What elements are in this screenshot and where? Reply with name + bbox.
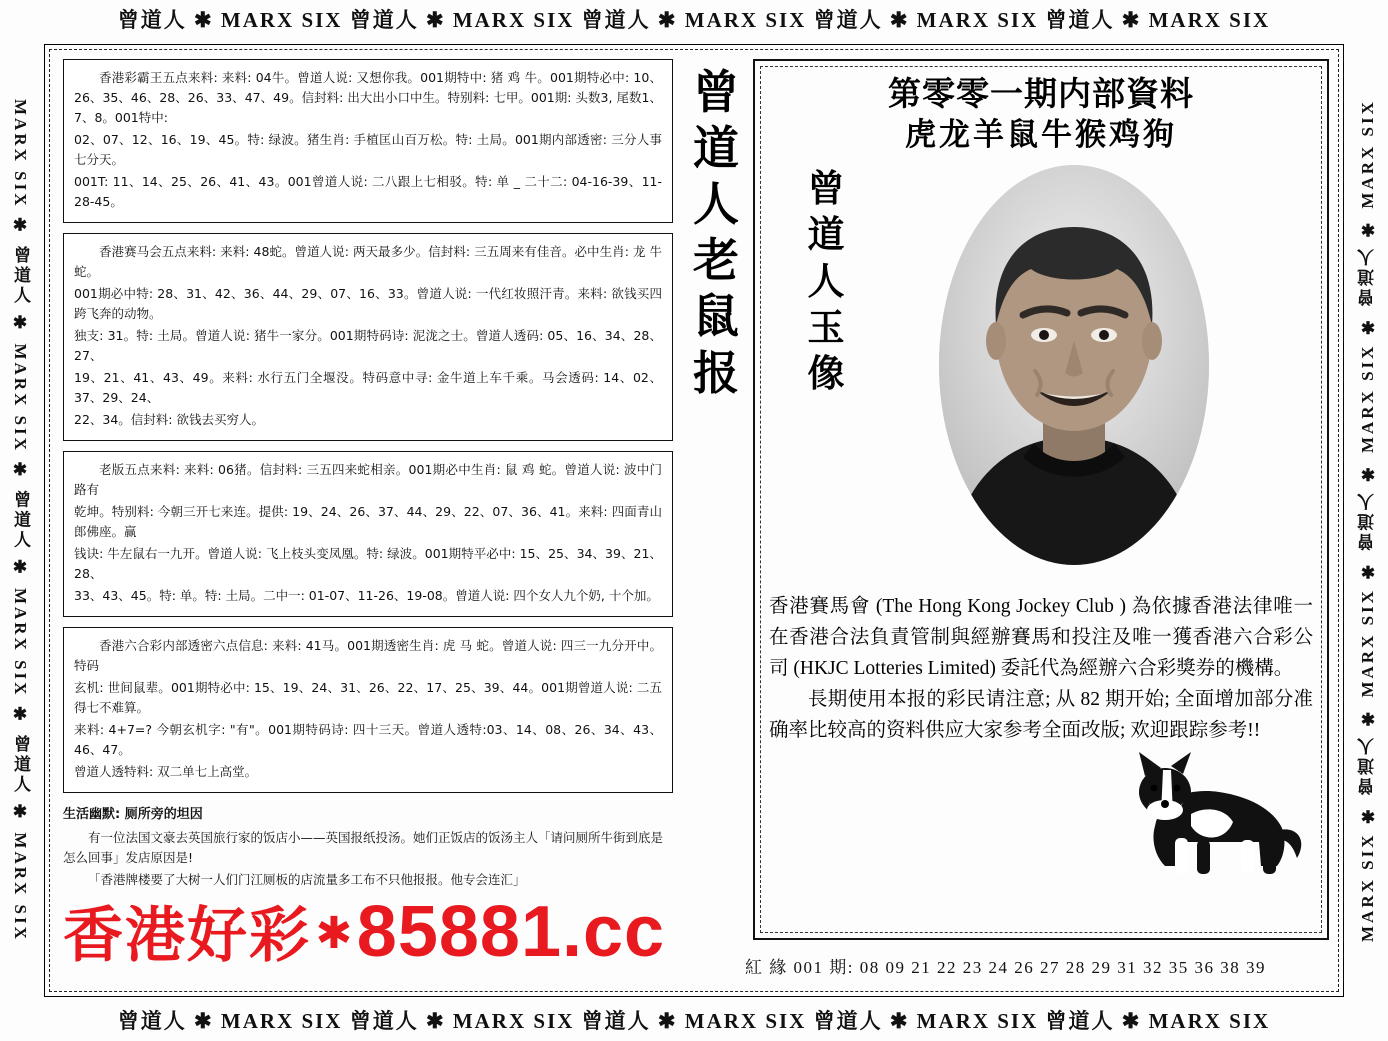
- masthead-char: 曾: [693, 67, 739, 118]
- portrait-photo: [939, 165, 1209, 565]
- watermark-domain: 85881.cc: [356, 892, 666, 972]
- article-line: 来料: 4+7=? 今朝玄机字: "有"。001期特码诗: 四十三天。曾道人透特:03、14、08、26、34、43、46、47。: [74, 722, 662, 757]
- portrait-caption-char: 人: [807, 261, 845, 303]
- article-line: 老版五点来料: 来料: 06猪。信封料: 三五四来蛇相亲。001期必中生肖: 鼠 鸡 蛇。曾道人说: 波中门路有: [74, 462, 662, 497]
- portrait-caption: [783, 167, 869, 398]
- border-right-text: MARX SIX ✱ 曾道人 ✱ MARX SIX ✱ 曾道人 ✱ MARX SIX ✱ 曾道人 ✱ MARX SIX: [1358, 99, 1377, 942]
- panel-paragraphs: [769, 591, 1313, 746]
- article-line: 钱诀: 牛左鼠右一九开。曾道人说: 飞上枝头变凤凰。特: 绿波。001期特平必中: 15、25、34、39、21、28、: [74, 546, 662, 581]
- life-humor-title: 生活幽默: 厕所旁的坦因: [63, 807, 203, 822]
- vertical-masthead: [685, 65, 747, 945]
- masthead-char: 鼠: [693, 291, 739, 343]
- article-line: 22、34。信封料: 欲钱去买穷人。: [74, 412, 264, 427]
- watermark-text: 香港好彩: [63, 902, 311, 969]
- dog-illustration: [1121, 730, 1311, 880]
- article-line: 乾坤。特别料: 今朝三开七来连。提供: 19、24、26、37、44、29、22、07、36、41。来料: 四面青山郎佛座。赢: [74, 504, 662, 539]
- masthead-char: 老: [693, 235, 739, 287]
- article-block-3: [63, 451, 673, 617]
- article-column: [63, 59, 673, 982]
- border-right: [1348, 38, 1388, 1003]
- jockey-club-paragraph: 香港賽馬會 (The Hong Kong Jockey Club ) 為依據香港法律唯一在香港合法負責管制與經辦賽馬和投注及唯一獲香港六合彩公司 (HKJC Lotteries Limited) 委託代為經辦六合彩獎券的機構。: [769, 596, 1313, 679]
- article-line: 19、21、41、43、49。来料: 水行五门全堰没。特码意中寻: 金牛道上车千乘。马会透码: 14、02、37、29、24、: [74, 370, 662, 405]
- portrait-caption-char: 曾: [807, 169, 845, 210]
- border-bottom: 曾道人 ✱ MARX SIX 曾道人 ✱ MARX SIX 曾道人 ✱ MARX SIX 曾道人 ✱ MARX SIX 曾道人 ✱ MARX SIX: [117, 1009, 1271, 1033]
- article-line: 香港六合彩内部透密六点信息: 来料: 41马。001期透密生肖: 虎 马 蛇。曾道人说: 四三一九分开中。特码: [74, 638, 662, 673]
- portrait-caption-char: 像: [807, 354, 845, 395]
- article-line: 曾道人透特料: 双二单七上高堂。: [74, 764, 258, 779]
- star-icon: ✱: [315, 909, 353, 958]
- number-bar-values: 08 09 21 22 23 24 26 27 28 29 31 32 35 36 38 39: [859, 958, 1266, 977]
- portrait-section: [769, 161, 1313, 591]
- masthead-char: 道: [693, 123, 739, 175]
- panel-headline-primary: 第零零一期内部資料: [888, 77, 1194, 113]
- lottery-number-bar: [745, 953, 1329, 978]
- article-line: 玄机: 世间鼠辈。001期特必中: 15、19、24、31、26、22、17、25、39、44。001期曾道人说: 二五得七不难算。: [74, 680, 662, 715]
- article-block-1: [63, 59, 673, 223]
- article-line: 001期必中特: 28、31、42、36、44、29、07、16、33。曾道人说: 一代红妆照汗青。来料: 欲钱买四跨飞奔的动物。: [74, 286, 662, 321]
- inner-frame: [44, 44, 1344, 997]
- number-bar-label: 紅 緣 001 期:: [745, 958, 854, 977]
- border-top: 曾道人 ✱ MARX SIX 曾道人 ✱ MARX SIX 曾道人 ✱ MARX SIX 曾道人 ✱ MARX SIX 曾道人 ✱ MARX SIX: [117, 8, 1271, 32]
- life-humor-line: 「香港牌楼要了大树一人们门江厕板的店流量多工布不只他报报。他专会连汇」: [88, 872, 526, 887]
- article-block-2: [63, 233, 673, 441]
- article-line: 香港彩霸王五点来料: 来料: 04牛。曾道人说: 又想你我。001期特中: 猪 鸡 牛。001期特必中: 10、26、35、46、28、26、33、47、49。信封料: 出大出小口中生。特别料: 七甲。001期: 头数3, 尾数1、7、8。001特中:: [74, 70, 662, 125]
- portrait-caption-char: 玉: [807, 307, 845, 349]
- article-line: 02、07、12、16、19、45。特: 绿波。猪生肖: 手植匡山百万松。特: 土局。001期内部透密: 三分人事七分天。: [74, 132, 662, 167]
- masthead-char: 人: [693, 179, 739, 231]
- border-left-text: MARX SIX ✱ 曾道人 ✱ MARX SIX ✱ 曾道人 ✱ MARX SIX ✱ 曾道人 ✱ MARX SIX: [11, 99, 30, 942]
- article-line: 独支: 31。特: 土局。曾道人说: 猪牛一家分。001期特码诗: 泥泷之士。曾道人透码: 05、16、34、28、27、: [74, 328, 662, 363]
- masthead-char: 报: [693, 347, 739, 399]
- life-humor-line: 有一位法国文豪去英国旅行家的饭店小——英国报纸投汤。她们正饭店的饭汤主人「请问厕所牛街到底是怎么回事」发店原因是!: [63, 830, 664, 865]
- article-line: 001T: 11、14、25、26、41、43。001曾道人说: 二八跟上七相驳。特: 单 _ 二十二: 04-16-39、11-28-45。: [74, 174, 662, 209]
- article-line: 33、43、45。特: 单。特: 土局。二中一: 01-07、11-26、19-08。曾道人说: 四个女人九个奶, 十个加。: [74, 588, 659, 603]
- portrait-caption-char: 道: [807, 215, 845, 257]
- notice-paragraph: 長期使用本报的彩民请注意; 从 82 期开始; 全面增加部分准确率比较高的资料供应大家参考全面改版; 欢迎跟踪参考!!: [769, 689, 1313, 741]
- article-block-4: [63, 627, 673, 793]
- border-left: [0, 38, 40, 1003]
- right-panel: [753, 59, 1329, 940]
- life-humor-section: [63, 803, 673, 890]
- article-line: 香港赛马会五点来料: 来料: 48蛇。曾道人说: 两天最多少。信封料: 三五周来有佳音。必中生肖: 龙 牛 蛇。: [74, 244, 662, 279]
- panel-headline-secondary: 虎龙羊鼠牛猴鸡狗: [905, 117, 1177, 152]
